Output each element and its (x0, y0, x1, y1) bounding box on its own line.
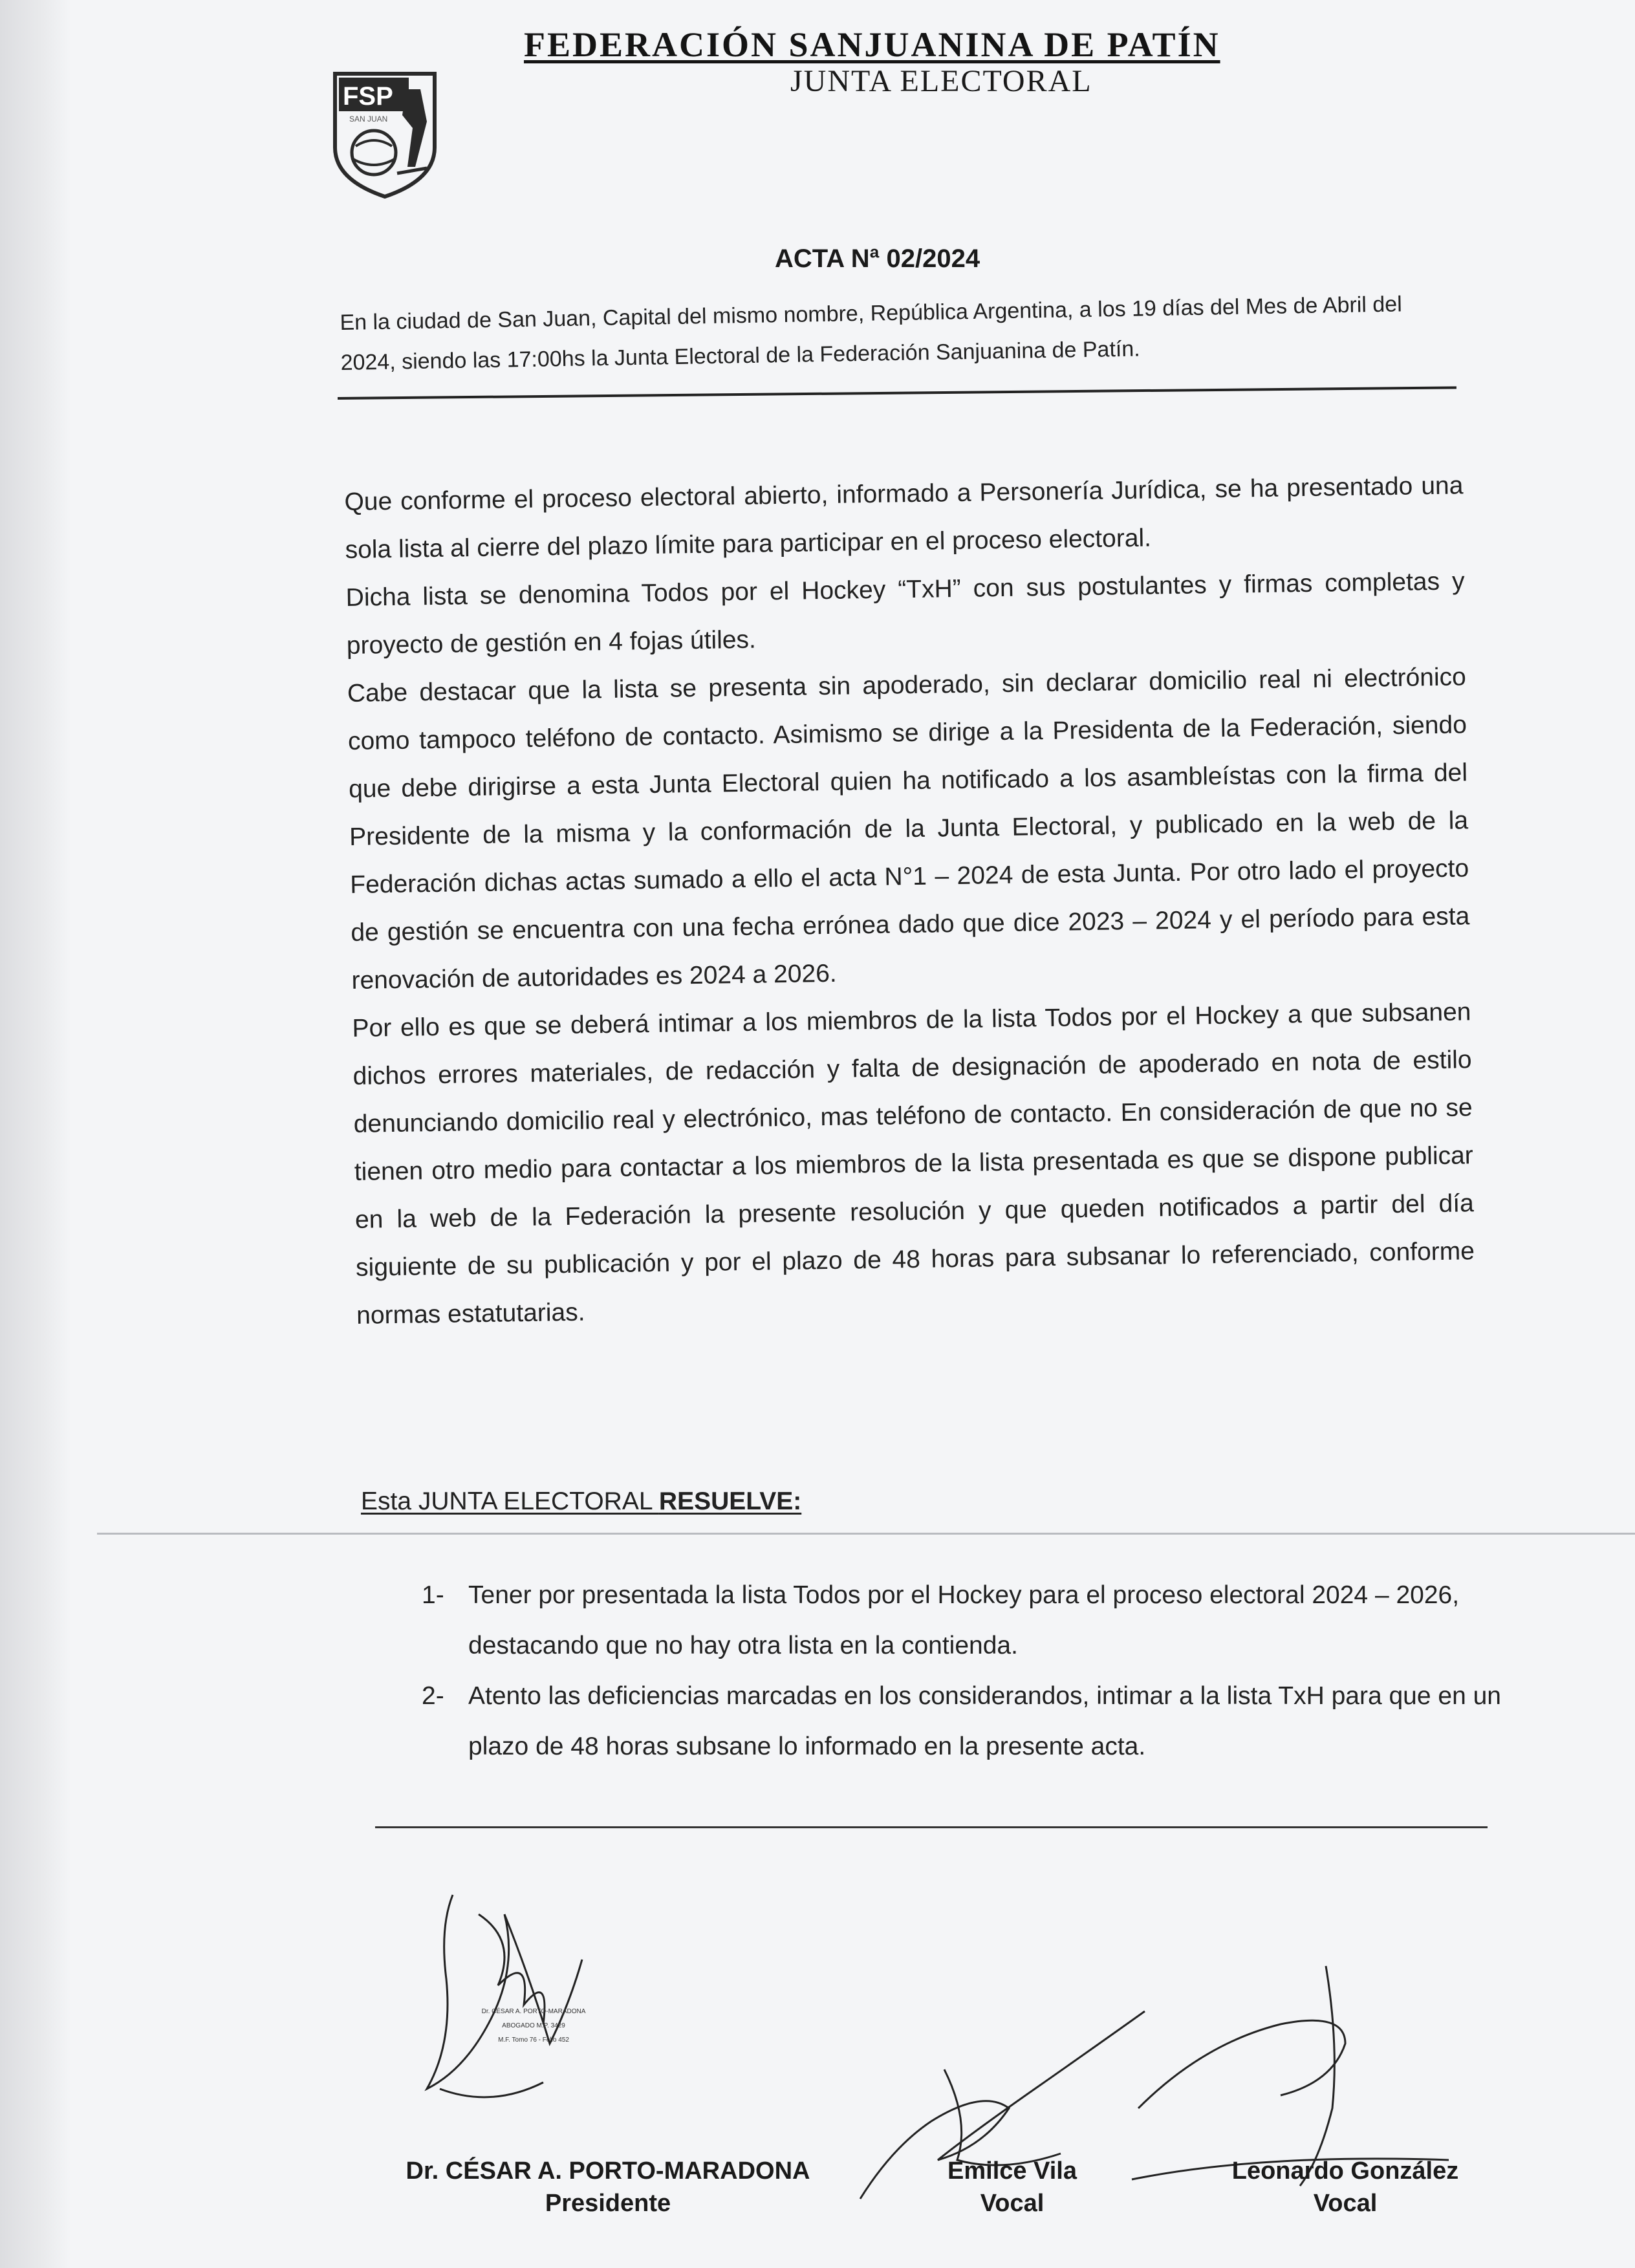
stamp-line: M.F. Tomo 76 - Folio 452 (498, 2036, 569, 2044)
divider-line (338, 386, 1456, 400)
item-text: Tener por presentada la lista Todos por el Hockey para el proceso electoral 2024 – 2026, destacando que no hay otra lista en la contienda. (468, 1581, 1460, 1659)
resolution-item (422, 1671, 1508, 1772)
signer-name: Leonardo González (1231, 2157, 1459, 2185)
resolution-keyword: RESUELVE: (658, 1487, 802, 1515)
body-paragraph: Cabe destacar que la lista se presenta sin apoderado, sin declarar domicilio real ni electrónico como tampoco teléfono de contacto. Asimismo se dirige a la Presidenta de la Federación, siendo que debe dirigirse a esta Junta Electoral quien ha notificado a los asambleístas con la firma del Presidente de la misma y la conformación de la Junta Electoral, y publicado en la web de la Federación dichas actas sumado a ello el acta N°1 – 2024 de esta Junta. Por otro lado el proyecto de gestión se encuentra con una fecha errónea dado que dice 2023 – 2024 y el período para esta renovación de autoridades es 2024 a 2026. (347, 663, 1470, 995)
stamp-line: ABOGADO M.P. 3429 (502, 2022, 565, 2029)
body-paragraph: Dicha lista se denomina Todos por el Hockey “TxH” con sus postulantes y firmas completas y proyecto de gestión en 4 fojas útiles. (345, 567, 1465, 660)
signature-vocal-2 (1209, 2155, 1481, 2219)
resolution-heading (361, 1487, 801, 1516)
item-number: 1- (422, 1581, 444, 1609)
resolution-item (422, 1570, 1508, 1671)
resolution-list (422, 1570, 1508, 1772)
signature-divider-line (375, 1826, 1488, 1828)
signature-president (362, 2155, 854, 2219)
stamp-line: Dr. CÉSAR A. PORTO-MARADONA (481, 2008, 586, 2015)
considerandos-section (344, 462, 1476, 1340)
document-title: ACTA Nª 02/2024 (775, 244, 980, 273)
professional-stamp (446, 2005, 621, 2047)
signer-role: Presidente (545, 2190, 671, 2217)
signer-role: Vocal (980, 2190, 1045, 2217)
signer-name: Dr. CÉSAR A. PORTO-MARADONA (406, 2157, 810, 2185)
logo-subtext: SAN JUAN (349, 114, 388, 124)
fsp-logo (330, 70, 440, 199)
signer-role: Vocal (1313, 2190, 1378, 2217)
body-paragraph: Por ello es que se deberá intimar a los miembros de la lista Todos por el Hockey a que subsanen dichos errores materiales, de redacción y falta de designación de apoderado en nota de estilo denunciando domicilio real y electrónico, mas teléfono de contacto. En consideración de que no se tienen otro medio para contactar a los miembros de la lista presentada es que se dispone publicar en la web de la Federación la presente resolución y que queden notificados a partir del día siguiente de su publicación y por el plazo de 48 horas para subsanar lo referenciado, conforme normas estatutarias. (352, 998, 1475, 1330)
intro-paragraph: En la ciudad de San Juan, Capital del mismo nombre, República Argentina, a los 19 días del Mes de Abril del 2024, siendo las 17:00hs la Junta Electoral de la Federación Sanjuanina de Patín. (340, 292, 1403, 375)
logo-text: FSP (343, 82, 393, 111)
item-number: 2- (422, 1682, 444, 1710)
department-subtitle: JUNTA ELECTORAL (790, 64, 1092, 98)
resolution-lead: Esta JUNTA ELECTORAL (361, 1487, 659, 1515)
page-fold-line (97, 1533, 1635, 1535)
signature-vocal-1 (905, 2155, 1119, 2219)
signer-name: Emilce Vila (947, 2157, 1077, 2185)
item-text: Atento las deficiencias marcadas en los considerandos, intimar a la lista TxH para que en un plazo de 48 horas subsane lo informado en la presente acta. (468, 1682, 1501, 1760)
organization-title: FEDERACIÓN SANJUANINA DE PATÍN (524, 25, 1220, 64)
body-paragraph: Que conforme el proceso electoral abierto, informado a Personería Jurídica, se ha presentado una sola lista al cierre del plazo límite para participar en el proceso electoral. (344, 471, 1464, 564)
